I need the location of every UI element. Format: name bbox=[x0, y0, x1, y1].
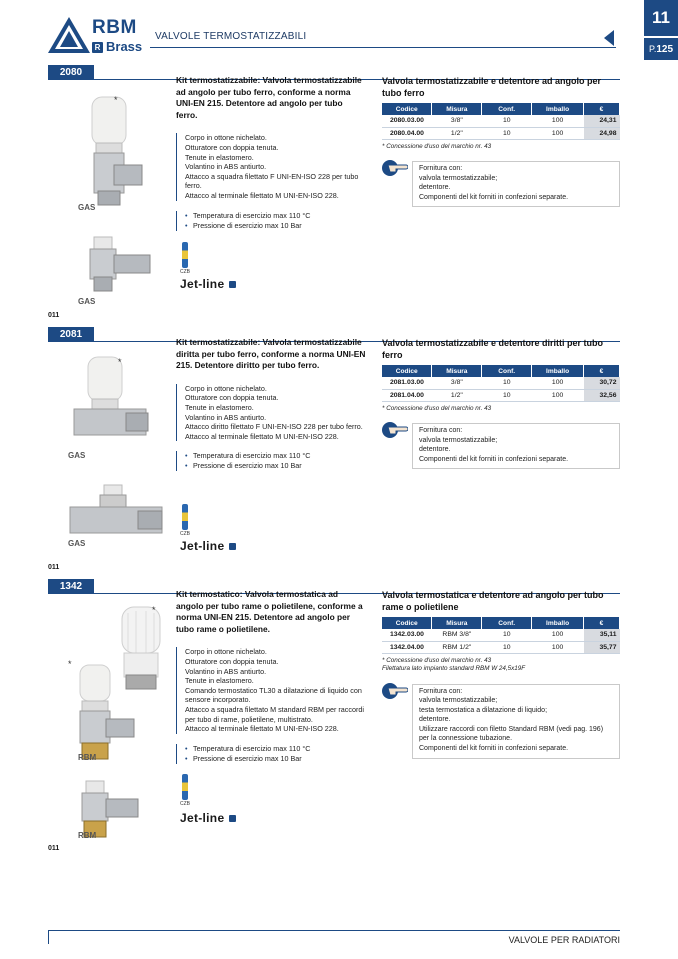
table-row bbox=[382, 377, 620, 389]
gas-label: GAS bbox=[78, 297, 96, 306]
description-body bbox=[176, 384, 366, 442]
section-code: 2080 bbox=[48, 65, 94, 80]
certification-mark bbox=[180, 774, 202, 807]
table-title: Valvola termostatizzabile e detentore diritti per tubo ferro bbox=[382, 338, 604, 360]
description-line: Attacco a squadra filettato F UNI-EN-ISO 228 per tubo ferro. bbox=[185, 171, 359, 191]
table-row bbox=[382, 641, 620, 653]
cell-pack: 100 bbox=[532, 115, 584, 127]
header-divider bbox=[150, 47, 616, 48]
header-arrow-icon bbox=[604, 30, 614, 46]
col-header-conf: Conf. bbox=[482, 365, 532, 377]
jetline-square-icon bbox=[229, 815, 236, 822]
header-title: VALVOLE TERMOSTATIZZABILI bbox=[155, 31, 307, 42]
table-row bbox=[382, 127, 620, 139]
product-table-block bbox=[382, 337, 620, 477]
logo-rbm-text: RBM bbox=[92, 17, 137, 38]
jetline-text: Jet-line bbox=[180, 539, 225, 553]
section-code: 1342 bbox=[48, 579, 94, 594]
cell-size: 3/8" bbox=[432, 377, 482, 389]
col-header-conf: Conf. bbox=[482, 617, 532, 629]
product-section-2080 bbox=[48, 65, 620, 325]
product-images bbox=[66, 93, 186, 313]
col-header-code: Codice bbox=[382, 103, 432, 115]
rbm-label: RBM bbox=[78, 831, 97, 840]
footer-category: VALVOLE PER RADIATORI bbox=[508, 935, 620, 945]
jetline-square-icon bbox=[229, 281, 236, 288]
spec-item: • Pressione di esercizio max 10 Bar bbox=[185, 461, 366, 471]
product-description bbox=[176, 75, 366, 231]
description-title: Kit termostatizzabile: Valvola termostatizzabile ad angolo per tubo ferro, conforme a norma UNI-EN 215. Detentore ad angolo per tubo ferro. bbox=[176, 75, 362, 120]
product-images bbox=[66, 355, 186, 575]
cell-pack: 100 bbox=[532, 629, 584, 641]
page-number-value: 125 bbox=[656, 44, 674, 55]
description-line: Comando termostatico TL30 a dilatazione di liquido con sensore incorporato. bbox=[185, 685, 362, 705]
spec-item: • Temperatura di esercizio max 110 °C bbox=[185, 451, 366, 461]
supply-line: Utilizzare raccordi con filetto Standard RBM (vedi pag. 196) per la connessione tubazione. bbox=[419, 725, 604, 743]
pointing-hand-icon bbox=[382, 421, 408, 439]
spec-list bbox=[176, 451, 366, 471]
star-mark: * bbox=[118, 357, 122, 367]
cell-size: 1/2" bbox=[432, 389, 482, 401]
jetline-square-icon bbox=[229, 543, 236, 550]
footer-tick bbox=[48, 930, 49, 944]
cell-pack: 100 bbox=[532, 641, 584, 653]
cell-conf: 10 bbox=[482, 629, 532, 641]
supply-line: detentore. bbox=[419, 184, 451, 192]
description-line: Otturatore con doppia tenuta. bbox=[185, 142, 279, 152]
table-note: * Concessione d'uso del marchio nr. 43 bbox=[382, 404, 492, 412]
price-table bbox=[382, 365, 620, 402]
supply-line: valvola termostatizzabile; bbox=[419, 174, 498, 182]
description-line: Otturatore con doppia tenuta. bbox=[185, 656, 279, 666]
product-section-1342 bbox=[48, 579, 620, 859]
cell-size: 3/8" bbox=[432, 115, 482, 127]
product-table-block bbox=[382, 75, 620, 215]
supply-line: Componenti del kit forniti in confezioni separate. bbox=[419, 455, 569, 463]
logo-brass-label: Brass bbox=[106, 39, 143, 54]
description-line: Otturatore con doppia tenuta. bbox=[185, 393, 279, 403]
product-description bbox=[176, 337, 366, 471]
cell-conf: 10 bbox=[482, 377, 532, 389]
supply-line: testa termostatica a dilatazione di liquido; bbox=[419, 706, 548, 714]
table-note: * Concessione d'uso del marchio nr. 43 bbox=[382, 142, 492, 150]
supply-line: Fornitura con: bbox=[419, 165, 463, 172]
spec-item: • Pressione di esercizio max 10 Bar bbox=[185, 754, 366, 764]
certification-mark bbox=[180, 242, 202, 275]
supply-box bbox=[412, 161, 620, 207]
registered-mark: R bbox=[92, 42, 103, 53]
col-header-size: Misura bbox=[432, 103, 482, 115]
col-header-price: € bbox=[584, 103, 620, 115]
cell-conf: 10 bbox=[482, 127, 532, 139]
straight-lockshield-image bbox=[66, 483, 166, 543]
jetline-logo bbox=[180, 277, 236, 291]
cell-price: 30,72 bbox=[584, 377, 620, 389]
description-line: Corpo in ottone nichelato. bbox=[185, 133, 267, 143]
supply-line: Fornitura con: bbox=[419, 427, 463, 434]
star-mark: * bbox=[114, 95, 118, 105]
certification-icon bbox=[182, 504, 188, 530]
cell-code: 2081.04.00 bbox=[382, 389, 432, 401]
col-header-price: € bbox=[584, 365, 620, 377]
description-line: Attacco al terminale filettato M UNI-EN-ISO 228. bbox=[185, 724, 339, 734]
supply-line: valvola termostatizzabile; bbox=[419, 436, 498, 444]
pointing-hand-icon bbox=[382, 682, 408, 700]
chapter-number: 11 bbox=[644, 0, 678, 36]
jetline-logo bbox=[180, 811, 236, 825]
spec-list bbox=[176, 211, 366, 231]
description-line: Tenute in elastomero. bbox=[185, 402, 254, 412]
supply-info bbox=[382, 421, 620, 477]
cell-size: 1/2" bbox=[432, 127, 482, 139]
description-line: Volantino in ABS antiurto. bbox=[185, 162, 267, 172]
spec-item: • Pressione di esercizio max 10 Bar bbox=[185, 221, 366, 231]
description-body bbox=[176, 647, 366, 733]
certification-label: CZB bbox=[180, 269, 190, 275]
cell-code: 1342.03.00 bbox=[382, 629, 432, 641]
cell-pack: 100 bbox=[532, 377, 584, 389]
description-line: Attacco diritto filettato F UNI-EN-ISO 228 per tubo ferro. bbox=[185, 422, 363, 432]
description-title: Kit termostatico: Valvola termostatica ad angolo per tubo rame o polietilene, conforme a norma UNI-EN 215. Detentore ad angolo per tubo rame o polietilene. bbox=[176, 589, 363, 634]
table-header-row bbox=[382, 617, 620, 629]
section-number: 011 bbox=[48, 845, 60, 852]
cell-code: 2081.03.00 bbox=[382, 377, 432, 389]
supply-info bbox=[382, 682, 620, 753]
rbm-triangle-logo-icon bbox=[48, 17, 90, 53]
col-header-pack: Imballo bbox=[532, 617, 584, 629]
cell-size: RBM 3/8" bbox=[432, 629, 482, 641]
supply-line: detentore. bbox=[419, 716, 451, 724]
description-line: Tenute in elastomero. bbox=[185, 676, 254, 686]
page-prefix: P. bbox=[648, 44, 657, 54]
supply-line: detentore. bbox=[419, 446, 451, 454]
section-code: 2081 bbox=[48, 327, 94, 342]
certification-icon bbox=[182, 774, 188, 800]
cell-price: 32,56 bbox=[584, 389, 620, 401]
col-header-size: Misura bbox=[432, 617, 482, 629]
supply-info bbox=[382, 159, 620, 215]
certification-icon bbox=[182, 242, 188, 268]
table-row bbox=[382, 629, 620, 641]
col-header-conf: Conf. bbox=[482, 103, 532, 115]
col-header-code: Codice bbox=[382, 365, 432, 377]
cell-conf: 10 bbox=[482, 389, 532, 401]
table-note: * Concessione d'uso del marchio nr. 43 bbox=[382, 656, 492, 664]
spec-list bbox=[176, 744, 366, 764]
gas-label: GAS bbox=[68, 451, 86, 460]
angle-valve-image bbox=[74, 93, 144, 208]
description-body bbox=[176, 133, 366, 200]
supply-box bbox=[412, 423, 620, 469]
product-section-2081 bbox=[48, 327, 620, 577]
cell-pack: 100 bbox=[532, 389, 584, 401]
table-note: Filettatura lato impianto standard RBM W 24,5x19F bbox=[382, 665, 526, 672]
description-title: Kit termostatizzabile: Valvola termostatizzabile diritta per tubo ferro, conforme a norma UNI-EN 215. Detentore diritto per tubo ferro. bbox=[176, 337, 366, 371]
jetline-text: Jet-line bbox=[180, 277, 225, 291]
description-line: Corpo in ottone nichelato. bbox=[185, 383, 267, 393]
cell-pack: 100 bbox=[532, 127, 584, 139]
cell-code: 1342.04.00 bbox=[382, 641, 432, 653]
cell-price: 24,31 bbox=[584, 115, 620, 127]
rbm-label: RBM bbox=[78, 753, 97, 762]
col-header-code: Codice bbox=[382, 617, 432, 629]
gas-label: GAS bbox=[68, 539, 86, 548]
section-number: 011 bbox=[48, 312, 60, 319]
product-table-block bbox=[382, 589, 620, 753]
supply-line: Fornitura con: bbox=[419, 687, 463, 695]
description-line: Attacco al terminale filettato M UNI-EN-ISO 228. bbox=[185, 190, 339, 200]
straight-valve-image bbox=[70, 355, 150, 450]
certification-mark bbox=[180, 504, 202, 537]
product-images bbox=[66, 603, 186, 853]
logo-brass-text bbox=[92, 39, 142, 54]
cell-code: 2080.04.00 bbox=[382, 127, 432, 139]
jetline-logo bbox=[180, 539, 236, 553]
rbm-logo bbox=[48, 17, 152, 55]
supply-line: valvola termostatizzabile; bbox=[419, 697, 498, 705]
description-line: Volantino in ABS antiurto. bbox=[185, 666, 267, 676]
supply-line: Componenti del kit forniti in confezioni separate. bbox=[419, 745, 569, 753]
spec-item: • Temperatura di esercizio max 110 °C bbox=[185, 744, 366, 754]
certification-label: CZB bbox=[180, 531, 190, 537]
description-line: Attacco al terminale filettato M UNI-EN-ISO 228. bbox=[185, 431, 339, 441]
thermostatic-valve-image bbox=[66, 663, 136, 763]
certification-label: CZB bbox=[180, 801, 190, 807]
supply-box bbox=[412, 684, 620, 759]
price-table bbox=[382, 103, 620, 140]
gas-label: GAS bbox=[78, 203, 96, 212]
description-line: Tenute in elastomero. bbox=[185, 152, 254, 162]
cell-conf: 10 bbox=[482, 641, 532, 653]
col-header-size: Misura bbox=[432, 365, 482, 377]
table-row bbox=[382, 389, 620, 401]
product-description bbox=[176, 589, 366, 764]
cell-size: RBM 1/2" bbox=[432, 641, 482, 653]
star-mark: * bbox=[152, 605, 156, 615]
section-number: 011 bbox=[48, 564, 60, 571]
table-header-row bbox=[382, 365, 620, 377]
table-row bbox=[382, 115, 620, 127]
star-mark: * bbox=[68, 659, 72, 669]
footer-divider bbox=[48, 930, 620, 931]
cell-code: 2080.03.00 bbox=[382, 115, 432, 127]
cell-price: 24,98 bbox=[584, 127, 620, 139]
description-line: Attacco a squadra filettato M standard RBM per raccordi per tubo di rame, polietilene, multistrato. bbox=[185, 704, 364, 724]
page-number bbox=[644, 38, 678, 60]
description-line: Corpo in ottone nichelato. bbox=[185, 647, 267, 657]
col-header-pack: Imballo bbox=[532, 103, 584, 115]
supply-line: Componenti del kit forniti in confezioni separate. bbox=[419, 193, 569, 201]
col-header-pack: Imballo bbox=[532, 365, 584, 377]
table-title: Valvola termostatica e detentore ad angolo per tubo rame o polietilene bbox=[382, 590, 604, 612]
jetline-text: Jet-line bbox=[180, 811, 225, 825]
table-title: Valvola termostatizzabile e detentore ad angolo per tubo ferro bbox=[382, 76, 602, 98]
col-header-price: € bbox=[584, 617, 620, 629]
pointing-hand-icon bbox=[382, 159, 408, 177]
cell-price: 35,77 bbox=[584, 641, 620, 653]
description-line: Volantino in ABS antiurto. bbox=[185, 412, 267, 422]
spec-item: • Temperatura di esercizio max 110 °C bbox=[185, 211, 366, 221]
price-table bbox=[382, 617, 620, 654]
cell-price: 35,11 bbox=[584, 629, 620, 641]
angle-lockshield-image bbox=[76, 233, 156, 293]
cell-conf: 10 bbox=[482, 115, 532, 127]
table-header-row bbox=[382, 103, 620, 115]
